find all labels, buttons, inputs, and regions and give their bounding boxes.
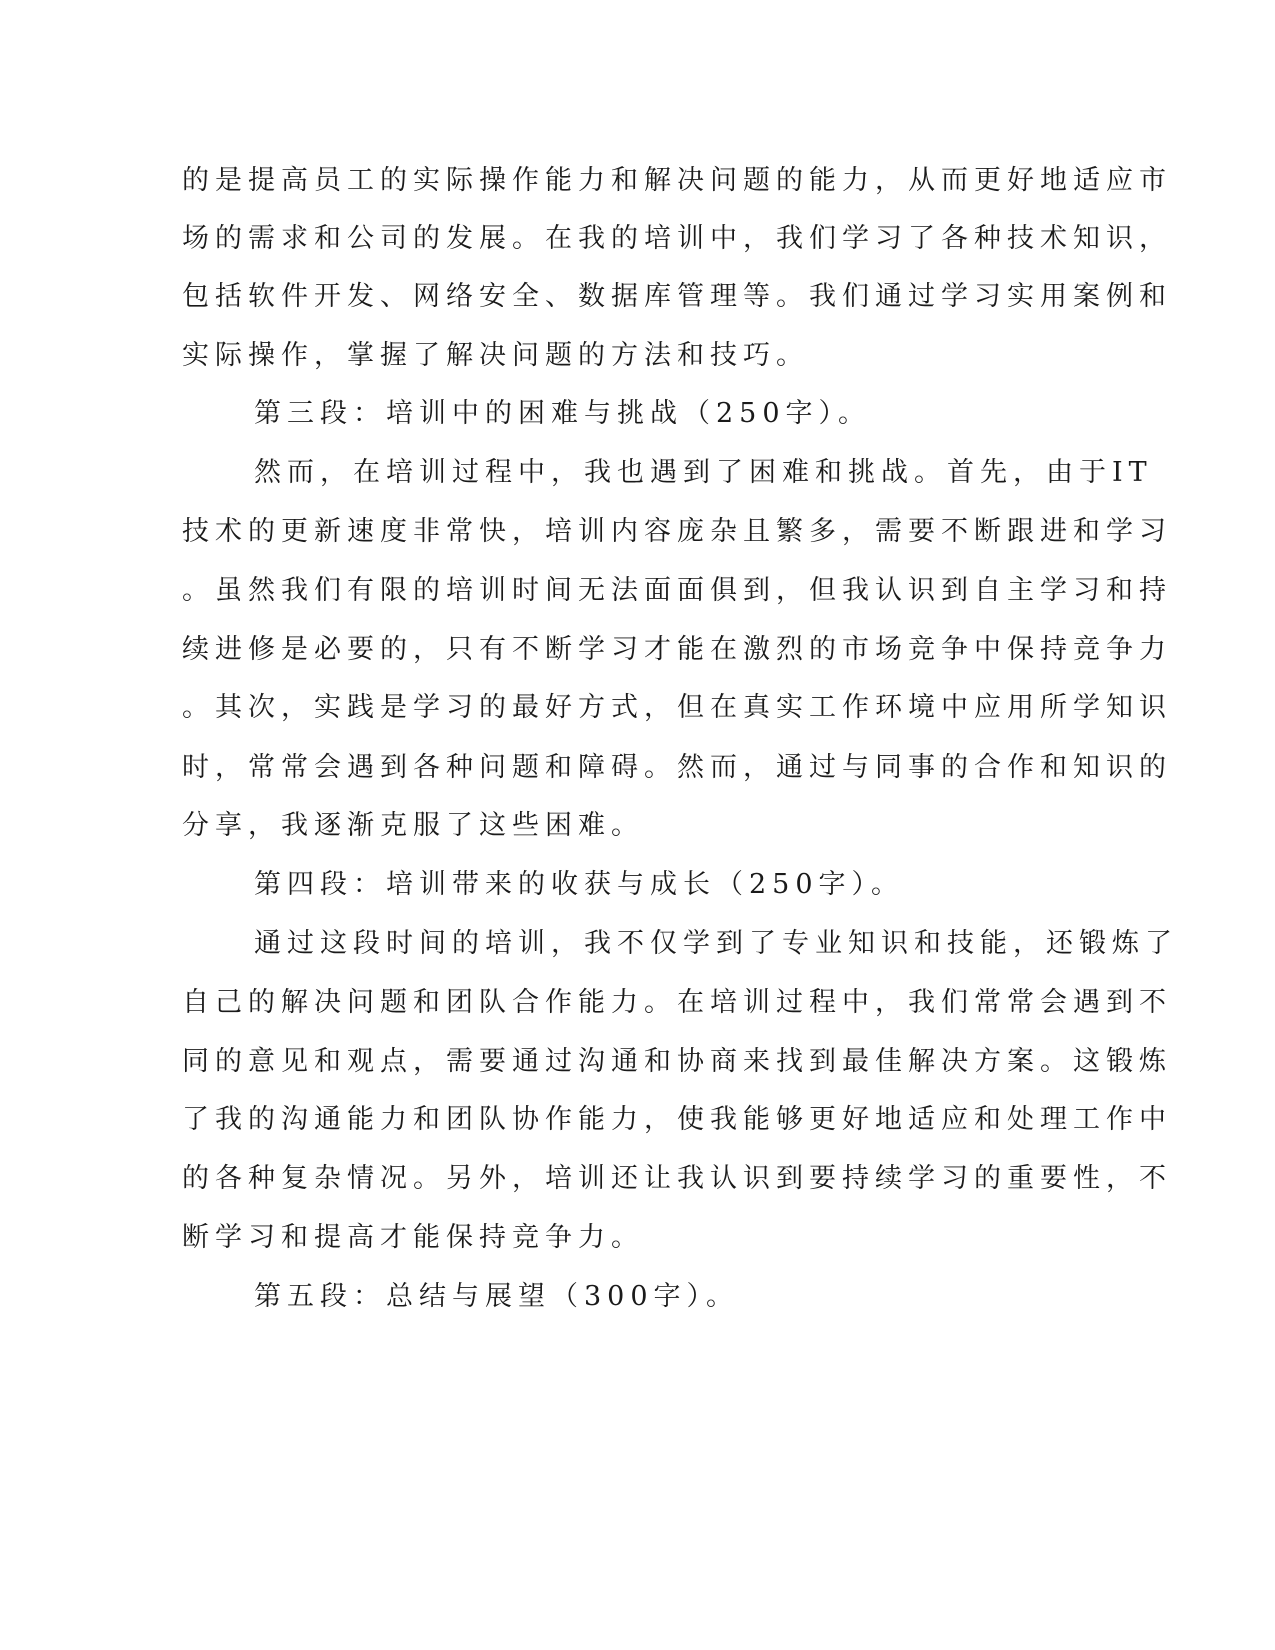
body-text-line: 场的需求和公司的发展。在我的培训中，我们学习了各种技术知识，: [182, 223, 1172, 254]
body-text-line: 。虽然我们有限的培训时间无法面面俱到，但我认识到自主学习和持: [182, 575, 1172, 606]
body-text-line: 通过这段时间的培训，我不仅学到了专业知识和技能，还锻炼了: [254, 928, 1178, 959]
section-heading-3: 第三段：培训中的困难与挑战（250字）。: [254, 398, 872, 429]
section-heading-5: 第五段：总结与展望（300字）。: [254, 1281, 740, 1312]
body-text-line: 分享，我逐渐克服了这些困难。: [182, 810, 644, 841]
body-text-line: 的各种复杂情况。另外，培训还让我认识到要持续学习的重要性，不: [182, 1163, 1172, 1194]
body-text-line: 同的意见和观点，需要通过沟通和协商来找到最佳解决方案。这锻炼: [182, 1046, 1172, 1077]
body-text-line: 时，常常会遇到各种问题和障碍。然而，通过与同事的合作和知识的: [182, 752, 1172, 783]
body-text-line: 包括软件开发、网络安全、数据库管理等。我们通过学习实用案例和: [182, 281, 1172, 312]
body-text-line: 的是提高员工的实际操作能力和解决问题的能力，从而更好地适应市: [182, 165, 1172, 196]
body-text-line: 。其次，实践是学习的最好方式，但在真实工作环境中应用所学知识: [182, 692, 1172, 723]
body-text-line: 了我的沟通能力和团队协作能力，使我能够更好地适应和处理工作中: [182, 1104, 1172, 1135]
body-text-line: 然而，在培训过程中，我也遇到了困难和挑战。首先，由于IT: [254, 457, 1153, 488]
body-text-line: 实际操作，掌握了解决问题的方法和技巧。: [182, 340, 809, 371]
body-text-line: 断学习和提高才能保持竞争力。: [182, 1222, 644, 1253]
body-text-line: 续进修是必要的，只有不断学习才能在激烈的市场竞争中保持竞争力: [182, 634, 1172, 665]
section-heading-4: 第四段：培训带来的收获与成长（250字）。: [254, 869, 905, 900]
body-text-line: 技术的更新速度非常快，培训内容庞杂且繁多，需要不断跟进和学习: [182, 516, 1172, 547]
body-text-line: 自己的解决问题和团队合作能力。在培训过程中，我们常常会遇到不: [182, 987, 1172, 1018]
